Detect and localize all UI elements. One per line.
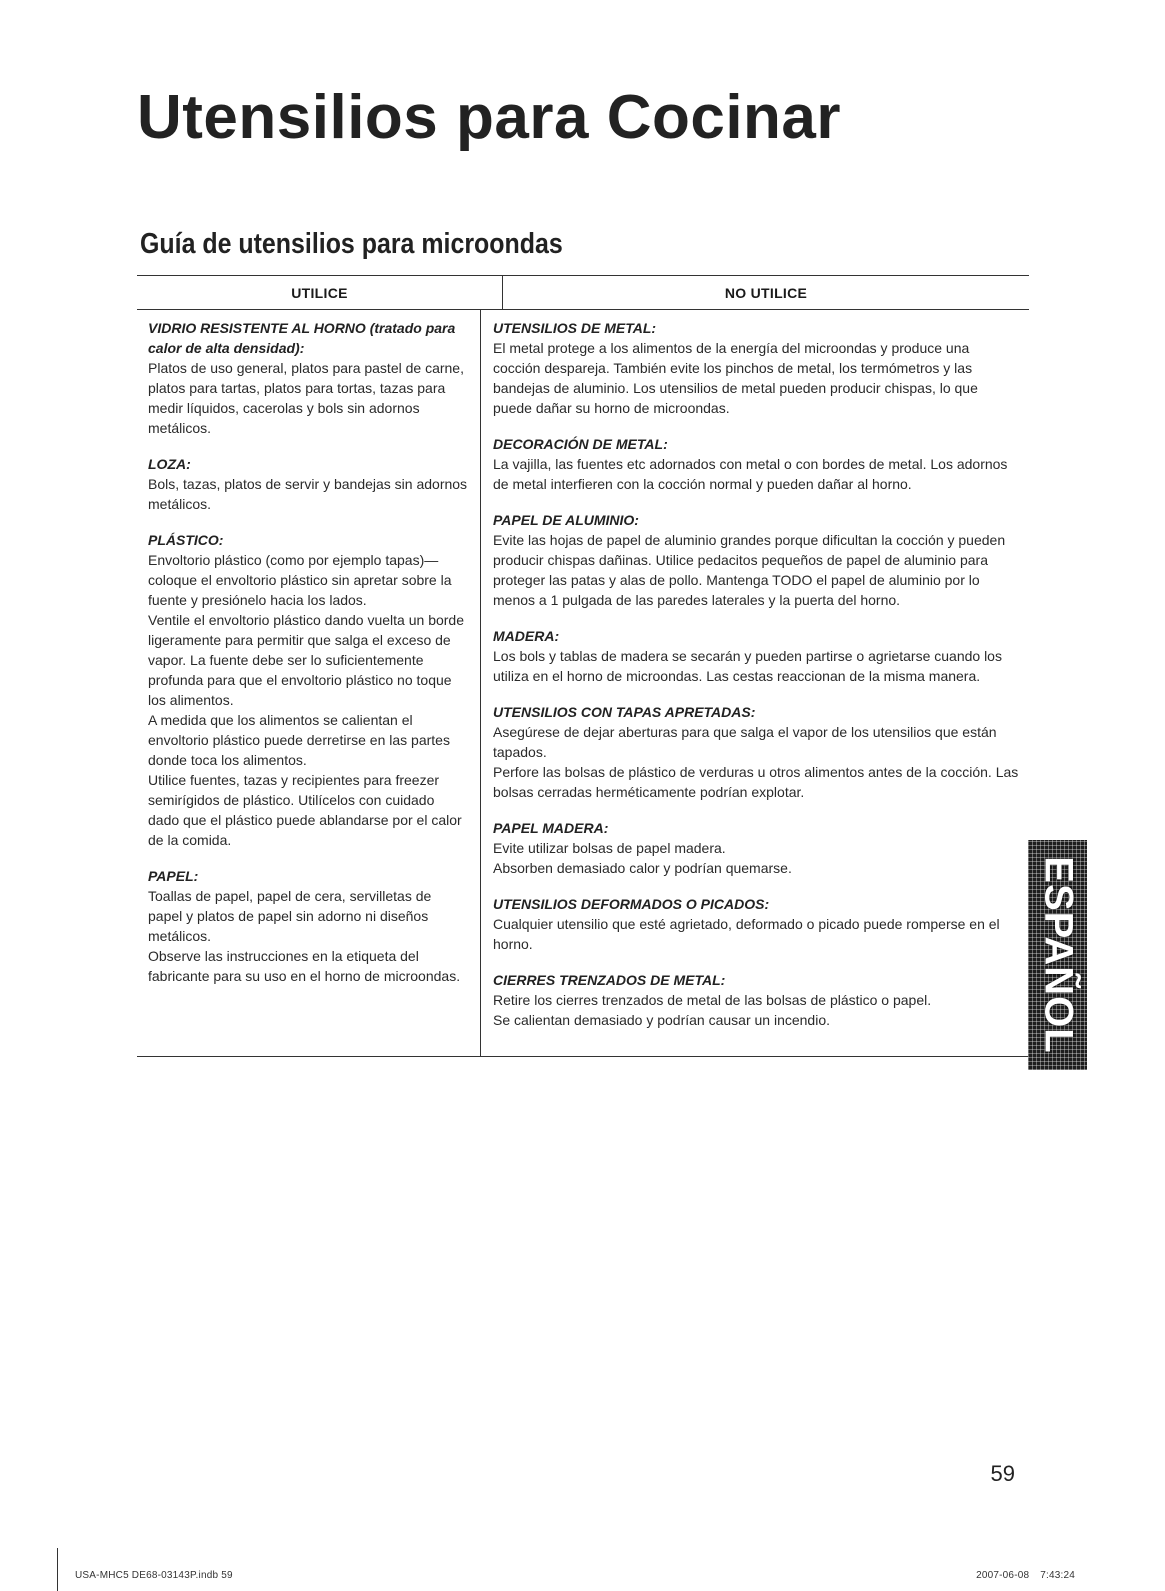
footer-crop-mark <box>57 1548 58 1591</box>
utensil-entry <box>148 454 468 514</box>
utensil-entry <box>493 970 1019 1030</box>
utensil-entry-text: La vajilla, las fuentes etc adornados con metal o con bordes de metal. Los adornos de metal interfieren con la cocción normal y pueden dañar al horno. <box>493 456 1008 492</box>
utensil-entry <box>148 318 468 438</box>
utensil-entry-title: UTENSILIOS DEFORMADOS O PICADOS: <box>493 896 770 912</box>
utensil-entry-title: CIERRES TRENZADOS DE METAL: <box>493 972 726 988</box>
utensil-entry-text: Retire los cierres trenzados de metal de las bolsas de plástico o papel. Se calientan demasiado y podrían causar un incendio. <box>493 992 932 1028</box>
utensil-entry-text: Toallas de papel, papel de cera, servilletas de papel y platos de papel sin adorno ni diseños metálicos. Observe las instrucciones en la etiqueta del fabricante para su uso en el horno de microondas. <box>148 888 461 984</box>
table-header-row <box>137 276 1029 310</box>
utensil-entry-title: PAPEL: <box>148 868 199 884</box>
table-body <box>137 310 1029 1056</box>
utensil-entry <box>493 818 1019 878</box>
language-tab <box>1028 840 1087 1070</box>
utensil-guide-table <box>137 275 1029 1057</box>
column-header-do-not-use: NO UTILICE <box>502 276 1029 309</box>
utensil-entry <box>148 530 468 850</box>
footer-file-info: USA-MHC5 DE68-03143P.indb 59 <box>75 1570 233 1581</box>
utensil-entry-text: Envoltorio plástico (como por ejemplo tapas)— coloque el envoltorio plástico sin apretar sobre la fuente y presiónelo hacia los lados. Ventile el envoltorio plástico dando vuelta un borde ligeramente para permitir que salga el exceso de vapor. La fuente debe ser lo suficientemente profunda para que el envoltorio plástico no toque los alimentos. A medida que los alimentos se calientan el envoltorio plástico puede derretirse en las partes donde toca los alimentos. Utilice fuentes, tazas y recipientes para freezer semirígidos de plástico. Utilícelos con cuidado dado que el plástico puede ablandarse por el calor de la comida. <box>148 552 464 848</box>
utensil-entry-title: DECORACIÓN DE METAL: <box>493 436 668 452</box>
utensil-entry-text: Cualquier utensilio que esté agrietado, deformado o picado puede romperse en el horno. <box>493 916 1000 952</box>
utensil-entry-text: Evite utilizar bolsas de papel madera. Absorben demasiado calor y podrían quemarse. <box>493 840 792 876</box>
utensil-entry-title: UTENSILIOS CON TAPAS APRETADAS: <box>493 704 756 720</box>
language-tab-label: ESPAÑOL <box>1036 856 1080 1054</box>
utensil-entry <box>493 510 1019 610</box>
utensil-entry <box>148 866 468 986</box>
utensil-entry-text: Asegúrese de dejar aberturas para que salga el vapor de los utensilios que están tapados. Perfore las bolsas de plástico de verduras u otros alimentos antes de la cocción. Las bolsas cerradas herméticamente podrían explotar. <box>493 724 1019 800</box>
page-title: Utensilios para Cocinar <box>137 83 842 152</box>
utensil-entry-text: El metal protege a los alimentos de la energía del microondas y produce una cocción despareja. También evite los pinchos de metal, los termómetros y las bandejas de aluminio. Los utensilios de metal pueden producir chispas, lo que puede dañar su horno de microondas. <box>493 340 978 416</box>
utensil-entry <box>493 318 1019 418</box>
do-not-use-column <box>480 310 1029 1056</box>
utensil-entry-title: MADERA: <box>493 628 560 644</box>
footer-timestamp: 2007-06-08 7:43:24 <box>976 1570 1075 1581</box>
utensil-entry-title: PAPEL DE ALUMINIO: <box>493 512 639 528</box>
utensil-entry-text: Los bols y tablas de madera se secarán y pueden partirse o agrietarse cuando los utiliza en el horno de microondas. Las cestas reaccionan de la misma manera. <box>493 648 1002 684</box>
utensil-entry <box>493 702 1019 802</box>
page-number: 59 <box>990 1461 1015 1486</box>
utensil-entry-text: Evite las hojas de papel de aluminio grandes porque dificultan la cocción y pueden producir chispas dañinas. Utilice pedacitos pequeños de papel de aluminio para proteger las patas y alas de pollo. Mantenga TODO el papel de aluminio por lo menos a 1 pulgada de las paredes laterales y la puerta del horno. <box>493 532 1006 608</box>
utensil-entry <box>493 894 1019 954</box>
utensil-entry-title: PAPEL MADERA: <box>493 820 609 836</box>
section-title: Guía de utensilios para microondas <box>140 228 563 260</box>
utensil-entry-title: LOZA: <box>148 456 191 472</box>
utensil-entry-title: UTENSILIOS DE METAL: <box>493 320 657 336</box>
utensil-entry-title: PLÁSTICO: <box>148 532 224 548</box>
column-header-use: UTILICE <box>291 284 348 301</box>
use-column <box>137 310 480 1056</box>
utensil-entry <box>493 434 1019 494</box>
utensil-entry-title: VIDRIO RESISTENTE AL HORNO (tratado para calor de alta densidad): <box>148 320 456 356</box>
utensil-entry-text: Platos de uso general, platos para pastel de carne, platos para tartas, platos para tortas, tazas para medir líquidos, cacerolas y bols sin adornos metálicos. <box>148 360 464 436</box>
utensil-entry-text: Bols, tazas, platos de servir y bandejas sin adornos metálicos. <box>148 476 468 512</box>
utensil-entry <box>493 626 1019 686</box>
